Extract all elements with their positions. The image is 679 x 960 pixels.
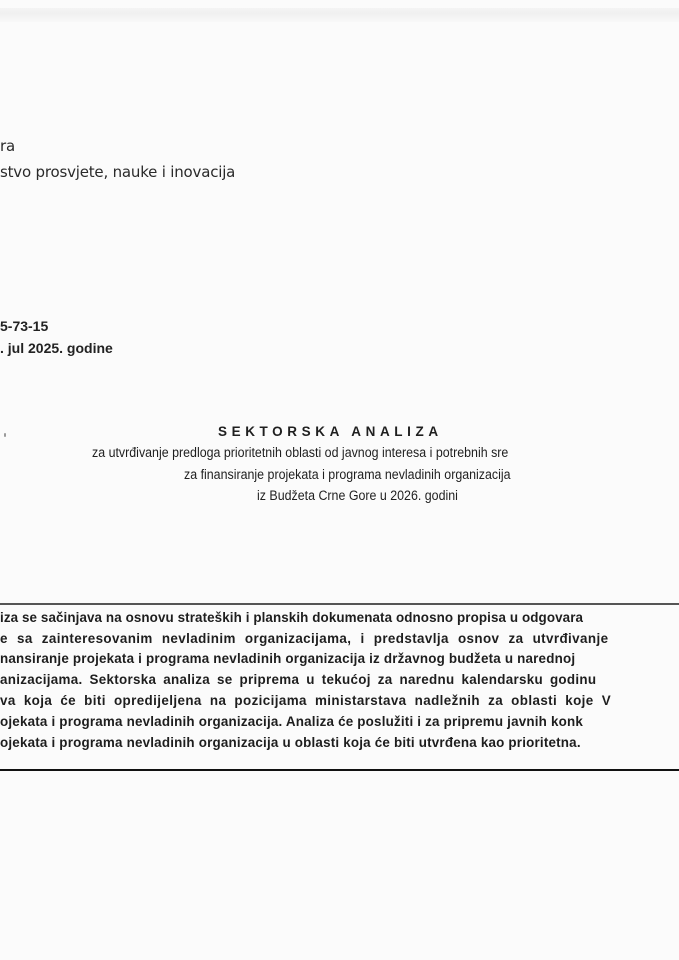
ministry-name: stvo prosvjete, nauke i inovacija xyxy=(0,163,236,181)
document-date: . jul 2025. godine xyxy=(0,340,113,356)
paragraph-line: va koja će biti opredijeljena na pozicijama ministarstava nadležnih za oblasti koje V xyxy=(0,693,612,708)
scan-edge-shadow xyxy=(0,8,679,22)
document-subtitle-line3: iz Budžeta Crne Gore u 2026. godini xyxy=(257,488,458,503)
paragraph-line: anizacijama. Sektorska analiza se priprema u tekućoj za narednu kalendarsku godinu xyxy=(0,672,597,687)
document-subtitle-line2: za finansiranje projekata i programa nevladinih organizacija xyxy=(184,467,511,482)
reference-number: 5-73-15 xyxy=(0,318,49,334)
paragraph-line: ojekata i programa nevladinih organizacija. Analiza će poslužiti i za pripremu javnih konk xyxy=(0,714,584,729)
paragraph-line: ojekata i programa nevladinih organizacija u oblasti koja će biti utvrđena kao prioritetna. xyxy=(0,735,581,750)
document-title: SEKTORSKA ANALIZA xyxy=(218,424,443,439)
paragraph-line: e sa zainteresovanim nevladinim organizacijama, i predstavlja osnov za utvrđivanje xyxy=(0,631,609,646)
institution-name-line1: ra xyxy=(0,137,15,155)
box-bottom-border xyxy=(0,769,679,771)
paragraph-line: iza se sačinjava na osnovu strateških i planskih dokumenata odnosno propisa u odgovara xyxy=(0,610,584,625)
paragraph-line: nansiranje projekata i programa nevladinih organizacija iz državnog budžeta u narednoj xyxy=(0,651,576,666)
scan-speck xyxy=(4,433,6,437)
box-top-border xyxy=(0,603,679,605)
document-subtitle-line1: za utvrđivanje predloga prioritetnih oblasti od javnog interesa i potrebnih sre xyxy=(92,445,509,460)
